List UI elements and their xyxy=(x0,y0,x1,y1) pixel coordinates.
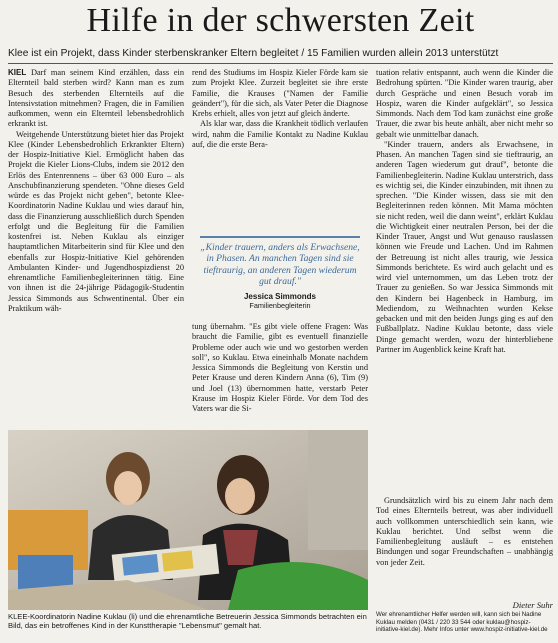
paragraph: Weitgehende Unterstützung bietet hier das Projekt Klee (Kinder Lebensbedrohlich Erkrankter Eltern) der Hospiz-Initiative Kiel. Ermöglicht haben das Projekt die Kieler Lions-Clubs, indem sie 2012 den Erlös des Entenrennens – über 63 000 Euro – als Anschubfinanzierung spendeten. "Ohne dieses Geld würde es das Projekt nicht geben", betonte Klee-Koordinatorin Nadine Kuklau und wies darauf hin, dass die Finanzierung ausschließlich durch Spenden erfolgt und die Begleitung für die Familien kostenfrei ist. Neben Kuklau als einziger hauptamtlichen Mitarbeiterin sind für Klee und den ebenfalls zur Hospiz-Initiative Kiel gehörenden Ambulanten Kinder- und Jugendhospizdienst 20 ehrenamtliche Familienbegleiterinnen tätig. Eine von ihnen ist die 24-jährige Pädagogik-Studentin Jessica Simmonds aus Schwentinental. Über ein Praktikum wäh- xyxy=(8,129,184,313)
dateline: KIEL xyxy=(8,68,27,77)
paragraph xyxy=(8,68,184,130)
paragraph: rend des Studiums im Hospiz Kieler Förde kam sie zum Projekt Klee. Zurzeit begleitet sie ihre erste Familie, die Krauses ("Namen der Familie geändert"), für die sich, als Vater Peter die Diagnose Krebs erhielt, alles von jetzt auf gleich änderte. xyxy=(192,68,368,118)
article-headline: Hilfe in der schwersten Zeit xyxy=(86,2,475,39)
pull-quote xyxy=(200,236,360,310)
article-column-2-bottom xyxy=(192,322,368,414)
pull-quote-text: „Kinder trauern, anders als Erwachsene, in Phasen. An manchen Tagen sind sie tieftraurig, an anderen Tagen wiederum gut drauf." xyxy=(200,242,360,287)
article-column-3 xyxy=(376,68,553,355)
article-subline: Klee ist ein Projekt, dass Kinder sterbenskranker Eltern begleitet / 15 Familien wurden allein 2013 unterstützt xyxy=(8,48,499,59)
article-photo xyxy=(8,430,368,610)
paragraph-text: Darf man seinem Kind erzählen, dass ein Elternteil bald sterben wird? Kann man es zum Besuch des sterbenden Elternteils auf die Intensivstation mitnehmen? Fragen, die in Familien aufkommen, wenn ein Elternteil lebensbedrohlich erkrankt ist. xyxy=(8,68,184,129)
article-column-3-bottom xyxy=(376,496,553,568)
author-byline: Dieter Suhr xyxy=(512,600,553,610)
paragraph: Grundsätzlich wird bis zu einem Jahr nach dem Tod eines Elternteils betreut, was aber individuell auch vollkommen unterschiedlich sein kann, wie Kuklau berichtet. Und selbst wenn die Familienbegleitung ausläuft – es entstehen Bindungen und sogar Freundschaften – unabhängig von jeder Zeit. xyxy=(376,496,553,567)
pull-quote-role: Familienbegleiterin xyxy=(249,301,311,311)
info-box: Wer ehrenamtlicher Helfer werden will, kann sich bei Nadine Kuklau melden (0431 / 220 33 544 oder kuklau@hospiz-initiative-kiel.de). Mehr Infos unter www.hospiz-initiative-kiel.de xyxy=(376,611,548,634)
header-divider xyxy=(8,63,553,64)
paragraph: tung übernahm. "Es gibt viele offene Fragen: Was braucht die Familie, gibt es eventuell finanzielle Probleme oder auch wie und wo gestorben werden soll", so Kuklau. Etwa eineinhalb Monate nachdem Jessica Simmonds die Begleitung von Kerstin und Peter Krause und deren Kindern Anna (6), Tim (9) und Joel (13) übernommen hatte, verstarb Peter Krause im Hospiz Kieler Förde. Vor dem Tod des Vaters war die Si- xyxy=(192,322,368,413)
paragraph: tuation relativ entspannt, auch wenn die Kinder die Bedrohung spürten. "Die Kinder waren traurig, aber durch Gespräche und einen Besuch vorab im Hospiz, waren die Kinder aufgeklärt", so Jessica Simmonds. Nach dem Tod kam zunächst eine große Trauer, die zwar bis heute anhält, aber nicht mehr so gebalt wie unmittelbar danach. xyxy=(376,68,553,139)
pull-quote-name: Jessica Simmonds xyxy=(243,292,317,302)
article-column-2-top xyxy=(192,68,368,150)
article-column-1 xyxy=(8,68,184,314)
paragraph: Als klar war, dass die Krankheit tödlich verlaufen wird, nahm die Familie Kontakt zu Nadine Kuklau auf, die die erste Bera- xyxy=(192,119,368,149)
paragraph: "Kinder trauern, anders als Erwachsene, in Phasen. An manchen Tagen sind sie tieftraurig, an anderen Tagen wiederum gut drauf", betonte die Familienbegleiterin. Nadine Kuklau unterstrich, dass es wichtig sei, die Kinder einzubinden, mit ihnen zu sprechen. "Die Kinder wissen, dass sie mit den Begleiterinnen reden können. Mit Mama möchten sie nicht reden, weil die dann weint", erklärt Kuklau die Wichtigkeit einer neutralen Person, bei der die Kinder Trauer, Angst und Wut genauso rauslassen können wie Freude und Lachen. Und im Rahmen der Betreuung ist nicht alles traurig, wie Jessica Simmonds berichtete. Es wird auch gelacht und es wird viel unternommen, um das Leben trotz der Trauer zu genießen. So war Jessica Simmonds mit den Kindern bei Hagenbeck in Hamburg, im Mediendom, zu Weihnachten wurden Kekse gebacken und mit den beiden Jungs ging es auf den Fußballplatz. Nadine Kuklau betonte, dass viele Dinge gemacht werden, wozu der hinterbliebene Partner im Augenblick keine Kraft hat. xyxy=(376,139,553,354)
photo-caption: KLEE-Koordinatorin Nadine Kuklau (li) und die ehrenamtliche Betreuerin Jessica Simmonds betrachten ein Bild, das ein betroffenes Kind in der Kunsttherapie "Lebensmut" gemalt hat. xyxy=(8,612,367,631)
